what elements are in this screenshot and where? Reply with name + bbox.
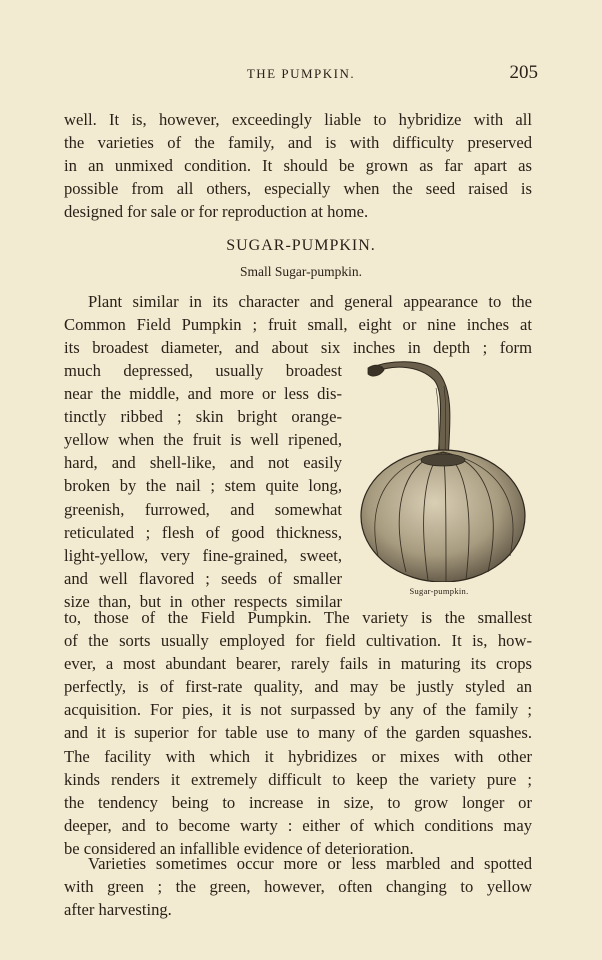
text-line: and it is superior for table use to many of the garden squashes. [64, 723, 532, 743]
text-line: tinctly ribbed ; skin bright orange- [64, 407, 342, 427]
text-line: size than, but in other respects similar [64, 591, 342, 611]
text-line: hard, and shell-like, and not easily [64, 453, 342, 473]
text-line: acquisition. For pies, it is not surpassed by any of the family ; [64, 700, 532, 720]
text-line: ever, a most abundant bearer, rarely fails in maturing its crops [64, 654, 532, 674]
text-line: Varieties sometimes occur more or less marbled and spotted [88, 854, 532, 873]
running-title: THE PUMPKIN. [246, 66, 356, 81]
section-subtitle: Small Sugar-pumpkin. [240, 264, 362, 279]
text-line: after harvesting. [64, 900, 172, 920]
text-line: near the middle, and more or less dis- [64, 384, 342, 404]
closing-paragraph [64, 852, 532, 921]
text-line: possible from all others, especially when the seed raised is [64, 179, 532, 199]
text-line: to, those of the Field Pumpkin. The variety is the smallest [64, 608, 532, 627]
text-line: Plant similar in its character and general appearance to the [88, 292, 532, 311]
text-line: and well flavored ; seeds of smaller [64, 568, 342, 588]
text-line: kinds renders it extremely difficult to keep the variety pure ; [64, 769, 532, 789]
pumpkin-engraving-icon [348, 360, 530, 582]
text-line: of the sorts usually employed for field cultivation. It is, how- [64, 631, 532, 651]
text-line: The facility with which it hybridizes or mixes with other [64, 746, 532, 766]
text-line: with green ; the green, however, often changing to yellow [64, 877, 532, 897]
description-wrapped-column [64, 359, 342, 613]
text-line: reticulated ; flesh of good thickness, [64, 522, 342, 542]
text-line: broken by the nail ; stem quite long, [64, 476, 342, 496]
text-line: perfectly, is of first-rate quality, and may be justly styled an [64, 677, 532, 697]
text-line: be considered an infallible evidence of deterioration. [64, 838, 414, 858]
text-line: the tendency being to increase in size, to grow longer or [64, 792, 532, 812]
text-line: Common Field Pumpkin ; fruit small, eight or nine inches at [64, 315, 532, 335]
text-line: yellow when the fruit is well ripened, [64, 430, 342, 450]
pumpkin-figure [348, 360, 530, 600]
description-paragraph-top [64, 290, 532, 359]
text-line: the varieties of the family, and is with difficulty preserved [64, 133, 532, 153]
text-line: well. It is, however, exceedingly liable to hybridize with all [64, 110, 532, 129]
section-title: SUGAR-PUMPKIN. [226, 237, 376, 254]
text-line: much depressed, usually broadest [64, 361, 342, 380]
figure-caption: Sugar-pumpkin. [409, 586, 469, 596]
text-line: greenish, furrowed, and somewhat [64, 499, 342, 519]
text-line: its broadest diameter, and about six inches in depth ; form [64, 338, 532, 358]
text-line: light-yellow, very fine-grained, sweet, [64, 545, 342, 565]
text-line: in an unmixed condition. It should be grown as far apart as [64, 156, 532, 176]
running-head [64, 64, 538, 88]
page-number: 205 [509, 62, 538, 83]
intro-paragraph [64, 108, 532, 223]
text-line: designed for sale or for reproduction at home. [64, 202, 369, 222]
description-paragraph-bottom [64, 606, 532, 860]
text-line: deeper, and to become warty : either of which conditions may [64, 815, 532, 835]
